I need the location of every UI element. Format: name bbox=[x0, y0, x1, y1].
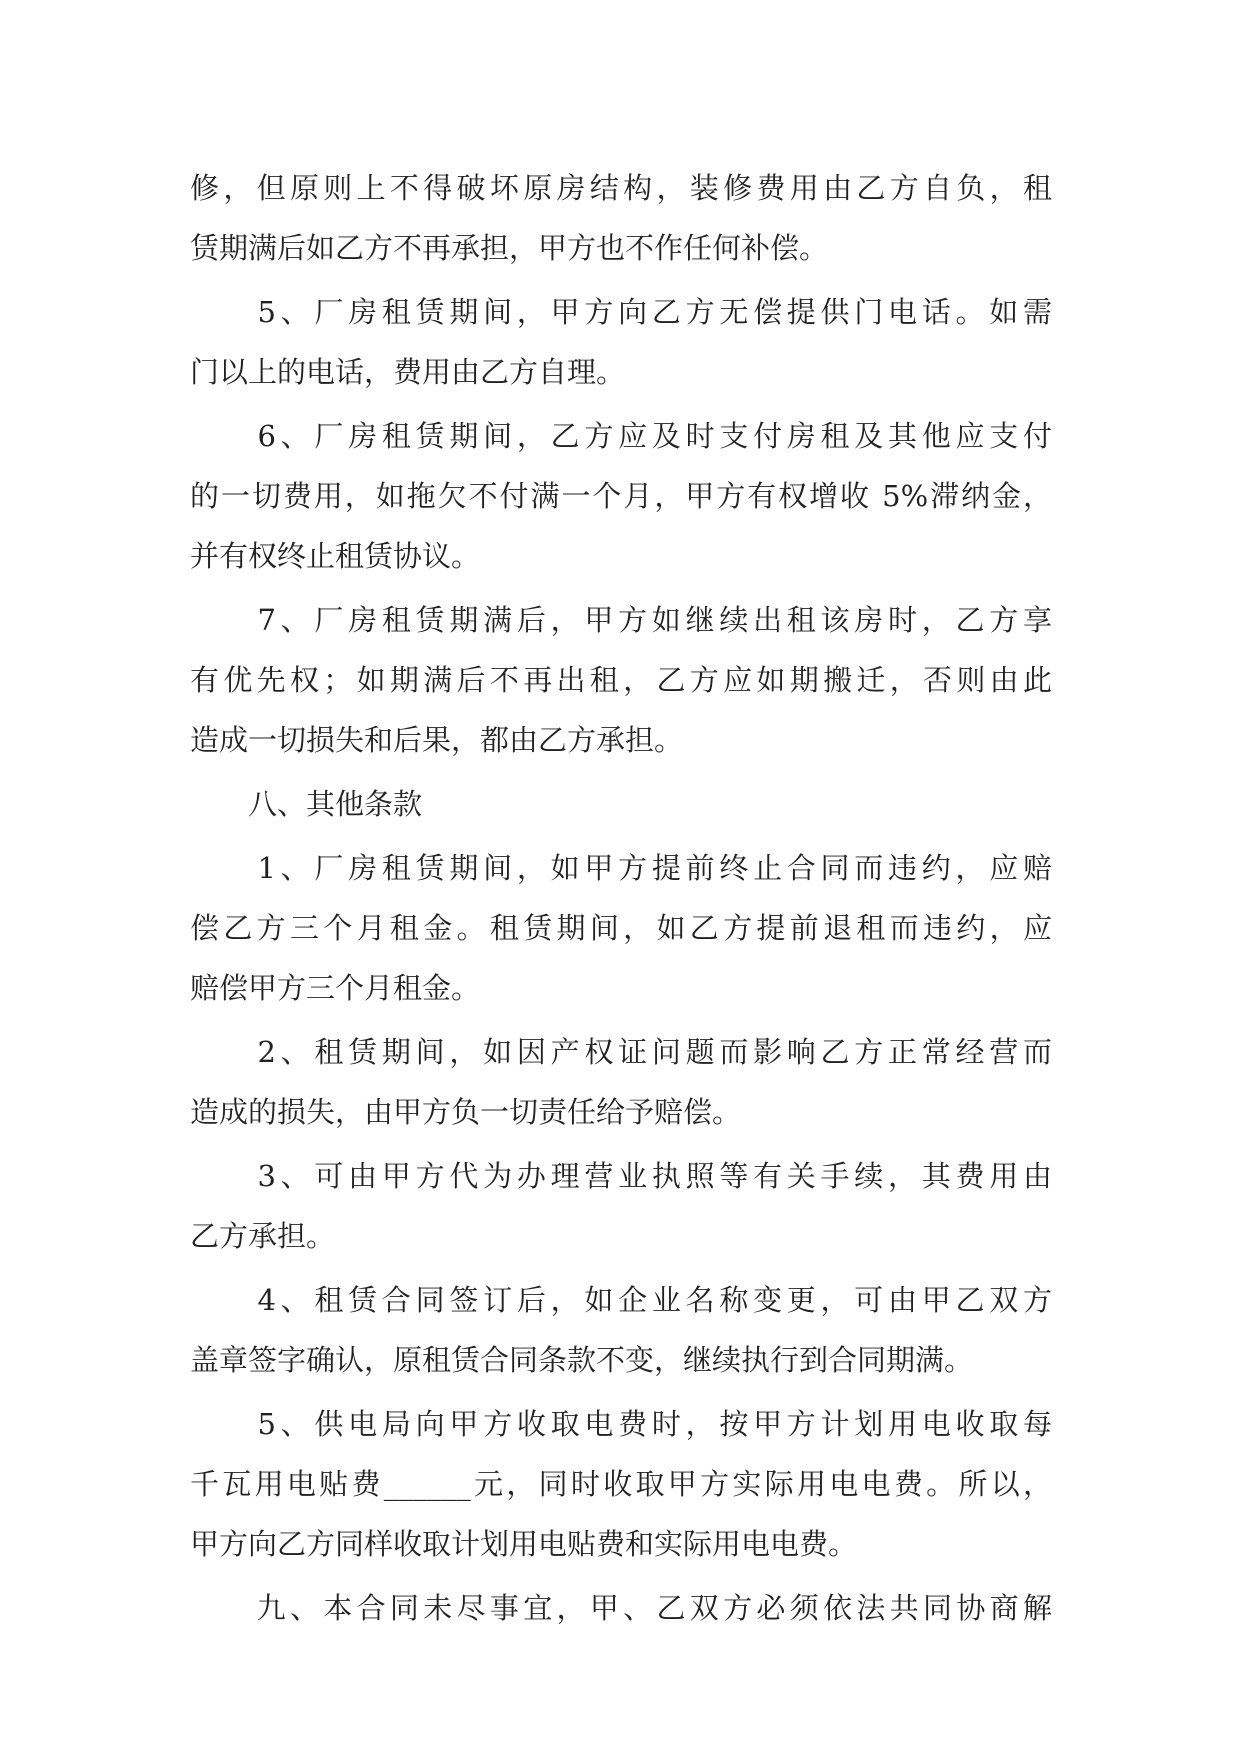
text-line: 并有权终止租赁协议。 bbox=[190, 539, 481, 573]
text-line: 1、厂房租赁期间，如甲方提前终止合同而违约，应赔 bbox=[190, 851, 1052, 885]
text-line: 修，但原则上不得破坏原房结构，装修费用由乙方自负，租 bbox=[190, 171, 1052, 205]
text-line: 偿乙方三个月租金。租赁期间，如乙方提前退租而违约，应 bbox=[190, 911, 1052, 945]
text-line: 造成一切损失和后果，都由乙方承担。 bbox=[190, 723, 684, 757]
text-line: 乙方承担。 bbox=[190, 1219, 336, 1253]
text-line: 5、厂房租赁期间，甲方向乙方无偿提供门电话。如需 bbox=[190, 295, 1052, 329]
text-line: 赔偿甲方三个月租金。 bbox=[190, 971, 481, 1005]
text-line: 八、其他条款 bbox=[190, 787, 423, 821]
text-line: 2、租赁期间，如因产权证问题而影响乙方正常经营而 bbox=[190, 1035, 1052, 1069]
text-line: 3、可由甲方代为办理营业执照等有关手续，其费用由 bbox=[190, 1159, 1052, 1193]
text-line: 6、厂房租赁期间，乙方应及时支付房租及其他应支付 bbox=[190, 419, 1052, 453]
text-line: 盖章签字确认，原租赁合同条款不变，继续执行到合同期满。 bbox=[190, 1343, 974, 1377]
text-line: 5、供电局向甲方收取电费时，按甲方计划用电收取每 bbox=[190, 1407, 1052, 1441]
text-line: 千瓦用电贴费______元，同时收取甲方实际用电电费。所以， bbox=[190, 1467, 1052, 1501]
text-line: 门以上的电话，费用由乙方自理。 bbox=[190, 355, 626, 389]
text-line: 赁期满后如乙方不再承担，甲方也不作任何补偿。 bbox=[190, 231, 829, 265]
text-line: 甲方向乙方同样收取计划用电贴费和实际用电电费。 bbox=[190, 1527, 858, 1561]
document-body bbox=[190, 158, 1052, 1638]
text-line: 九、本合同未尽事宜，甲、乙双方必须依法共同协商解 bbox=[190, 1591, 1052, 1625]
text-line: 4、租赁合同签订后，如企业名称变更，可由甲乙双方 bbox=[190, 1283, 1052, 1317]
text-line: 造成的损失，由甲方负一切责任给予赔偿。 bbox=[190, 1095, 742, 1129]
text-line: 的一切费用，如拖欠不付满一个月，甲方有权增收 5%滞纳金， bbox=[190, 479, 1052, 513]
text-line: 7、厂房租赁期满后，甲方如继续出租该房时，乙方享 bbox=[190, 603, 1052, 637]
text-line: 有优先权；如期满后不再出租，乙方应如期搬迁，否则由此 bbox=[190, 663, 1052, 697]
